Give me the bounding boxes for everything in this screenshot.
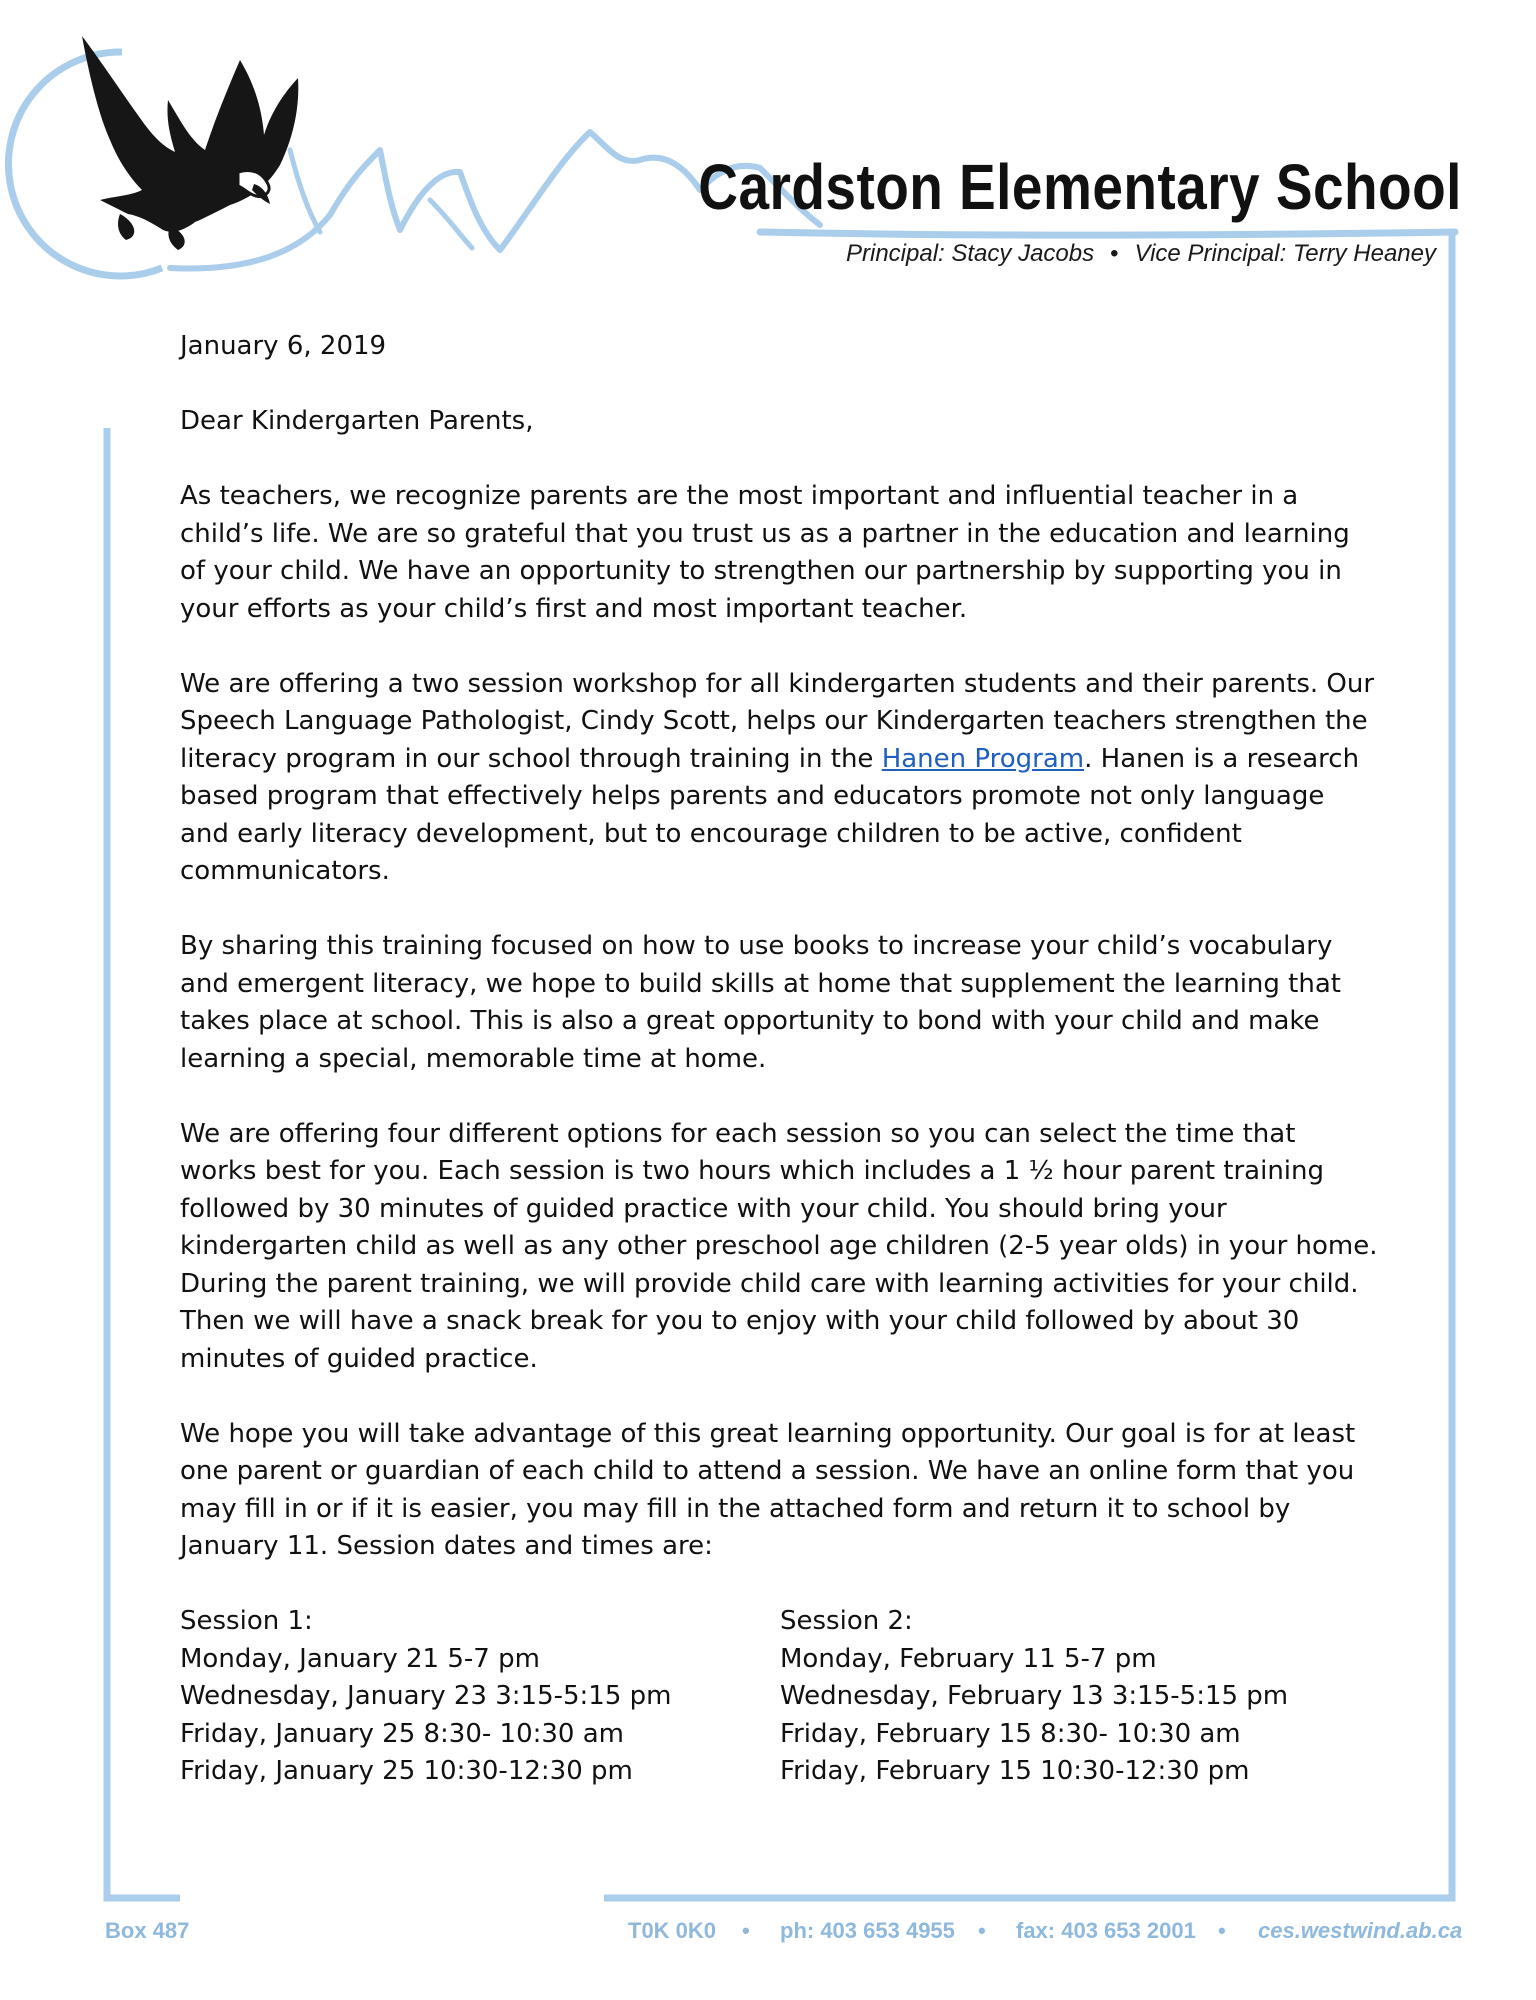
session-1 — [180, 1603, 780, 1791]
session-time: Wednesday, January 23 3:15-5:15 pm — [180, 1681, 672, 1711]
session-title: Session 2: — [780, 1606, 913, 1636]
separator-dot: • — [1110, 240, 1119, 267]
session-time: Friday, February 15 8:30- 10:30 am — [780, 1718, 1241, 1749]
vice-principal-name: Vice Principal: Terry Heaney — [1134, 240, 1436, 267]
footer-fax: fax: 403 653 2001 — [1016, 1918, 1196, 1943]
session-time: Monday, February 11 5-7 pm — [780, 1643, 1157, 1674]
footer-box: Box 487 — [105, 1918, 190, 1943]
mountain-ridge — [430, 200, 472, 248]
letter-paragraph-5: We hope you will take advantage of this great learning opportunity. Our goal is for at least one parent or guardian of each child to attend a session. We have an online form that you may fill in or if it is easier, you may fill in the attached form and return it to school by January 11. Session dates and times are: — [180, 1418, 1356, 1561]
footer-phone: ph: 403 653 4955 — [780, 1918, 955, 1943]
session-time: Monday, January 21 5-7 pm — [180, 1643, 540, 1674]
letter-date: January 6, 2019 — [180, 331, 387, 361]
letter-paragraph-2 — [180, 666, 1380, 891]
session-time: Wednesday, February 13 3:15-5:15 pm — [780, 1681, 1289, 1711]
letter-salutation: Dear Kindergarten Parents, — [180, 406, 534, 436]
eagle-icon — [82, 36, 298, 250]
footer-postal-code: T0K 0K0 — [628, 1918, 717, 1943]
mountain-ridge — [290, 150, 320, 232]
session-2 — [780, 1603, 1380, 1791]
hanen-program-link[interactable]: Hanen Program — [881, 743, 1085, 774]
footer-separator: • — [742, 1918, 750, 1943]
horizon-line — [760, 232, 1455, 235]
paragraph-text: We are offering a two session workshop for all kindergarten students and their parents. Our Speech Language Pathologist, Cindy Scott, helps our Kindergarten teachers strengthen the literacy program in our school through training in the — [180, 668, 1375, 774]
letter-body — [180, 328, 1380, 1791]
session-time: Friday, February 15 10:30-12:30 pm — [780, 1756, 1250, 1786]
school-name: Cardston Elementary School — [698, 151, 1462, 223]
session-time: Friday, January 25 10:30-12:30 pm — [180, 1756, 633, 1786]
session-time: Friday, January 25 8:30- 10:30 am — [180, 1718, 624, 1749]
page-border-left — [107, 428, 180, 1898]
staff-line — [846, 240, 1436, 268]
footer-separator: • — [1218, 1918, 1226, 1943]
letter-paragraph-3: By sharing this training focused on how to use books to increase your child’s vocabulary and emergent literacy, we hope to build skills at home that supplement the learning that takes place at school. This is also a great opportunity to bond with your child and make learning a special, memorable time at home. — [180, 931, 1341, 1074]
session-title: Session 1: — [180, 1606, 313, 1636]
principal-name: Principal: Stacy Jacobs — [846, 240, 1095, 267]
footer-separator: • — [978, 1918, 986, 1943]
letter-paragraph-4: We are offering four different options for each session so you can select the time that works best for you. Each session is two hours which includes a 1 ½ hour parent training followed by 30 minutes of guided practice with your child. You should bring your kindergarten child as well as any other preschool age children (2-5 year olds) in your home. During the parent training, we will provide child care with learning activities for your child. Then we will have a snack break for you to enjoy with your child followed by about 30 minutes of guided practice. — [180, 1118, 1378, 1374]
session-schedule — [180, 1603, 1380, 1791]
footer-website[interactable]: ces.westwind.ab.ca — [1258, 1918, 1463, 1943]
letter-paragraph-1: As teachers, we recognize parents are the most important and influential teacher in a child’s life. We are so grateful that you trust us as a partner in the education and learning of your child. We have an opportunity to strengthen our partnership by supporting you in your efforts as your child’s first and most important teacher. — [180, 481, 1350, 624]
paragraph-text: . Hanen is a research based program that effectively helps parents and educators promote not only language and early literacy development, but to encourage children to be active, confident communicators. — [180, 743, 1360, 886]
